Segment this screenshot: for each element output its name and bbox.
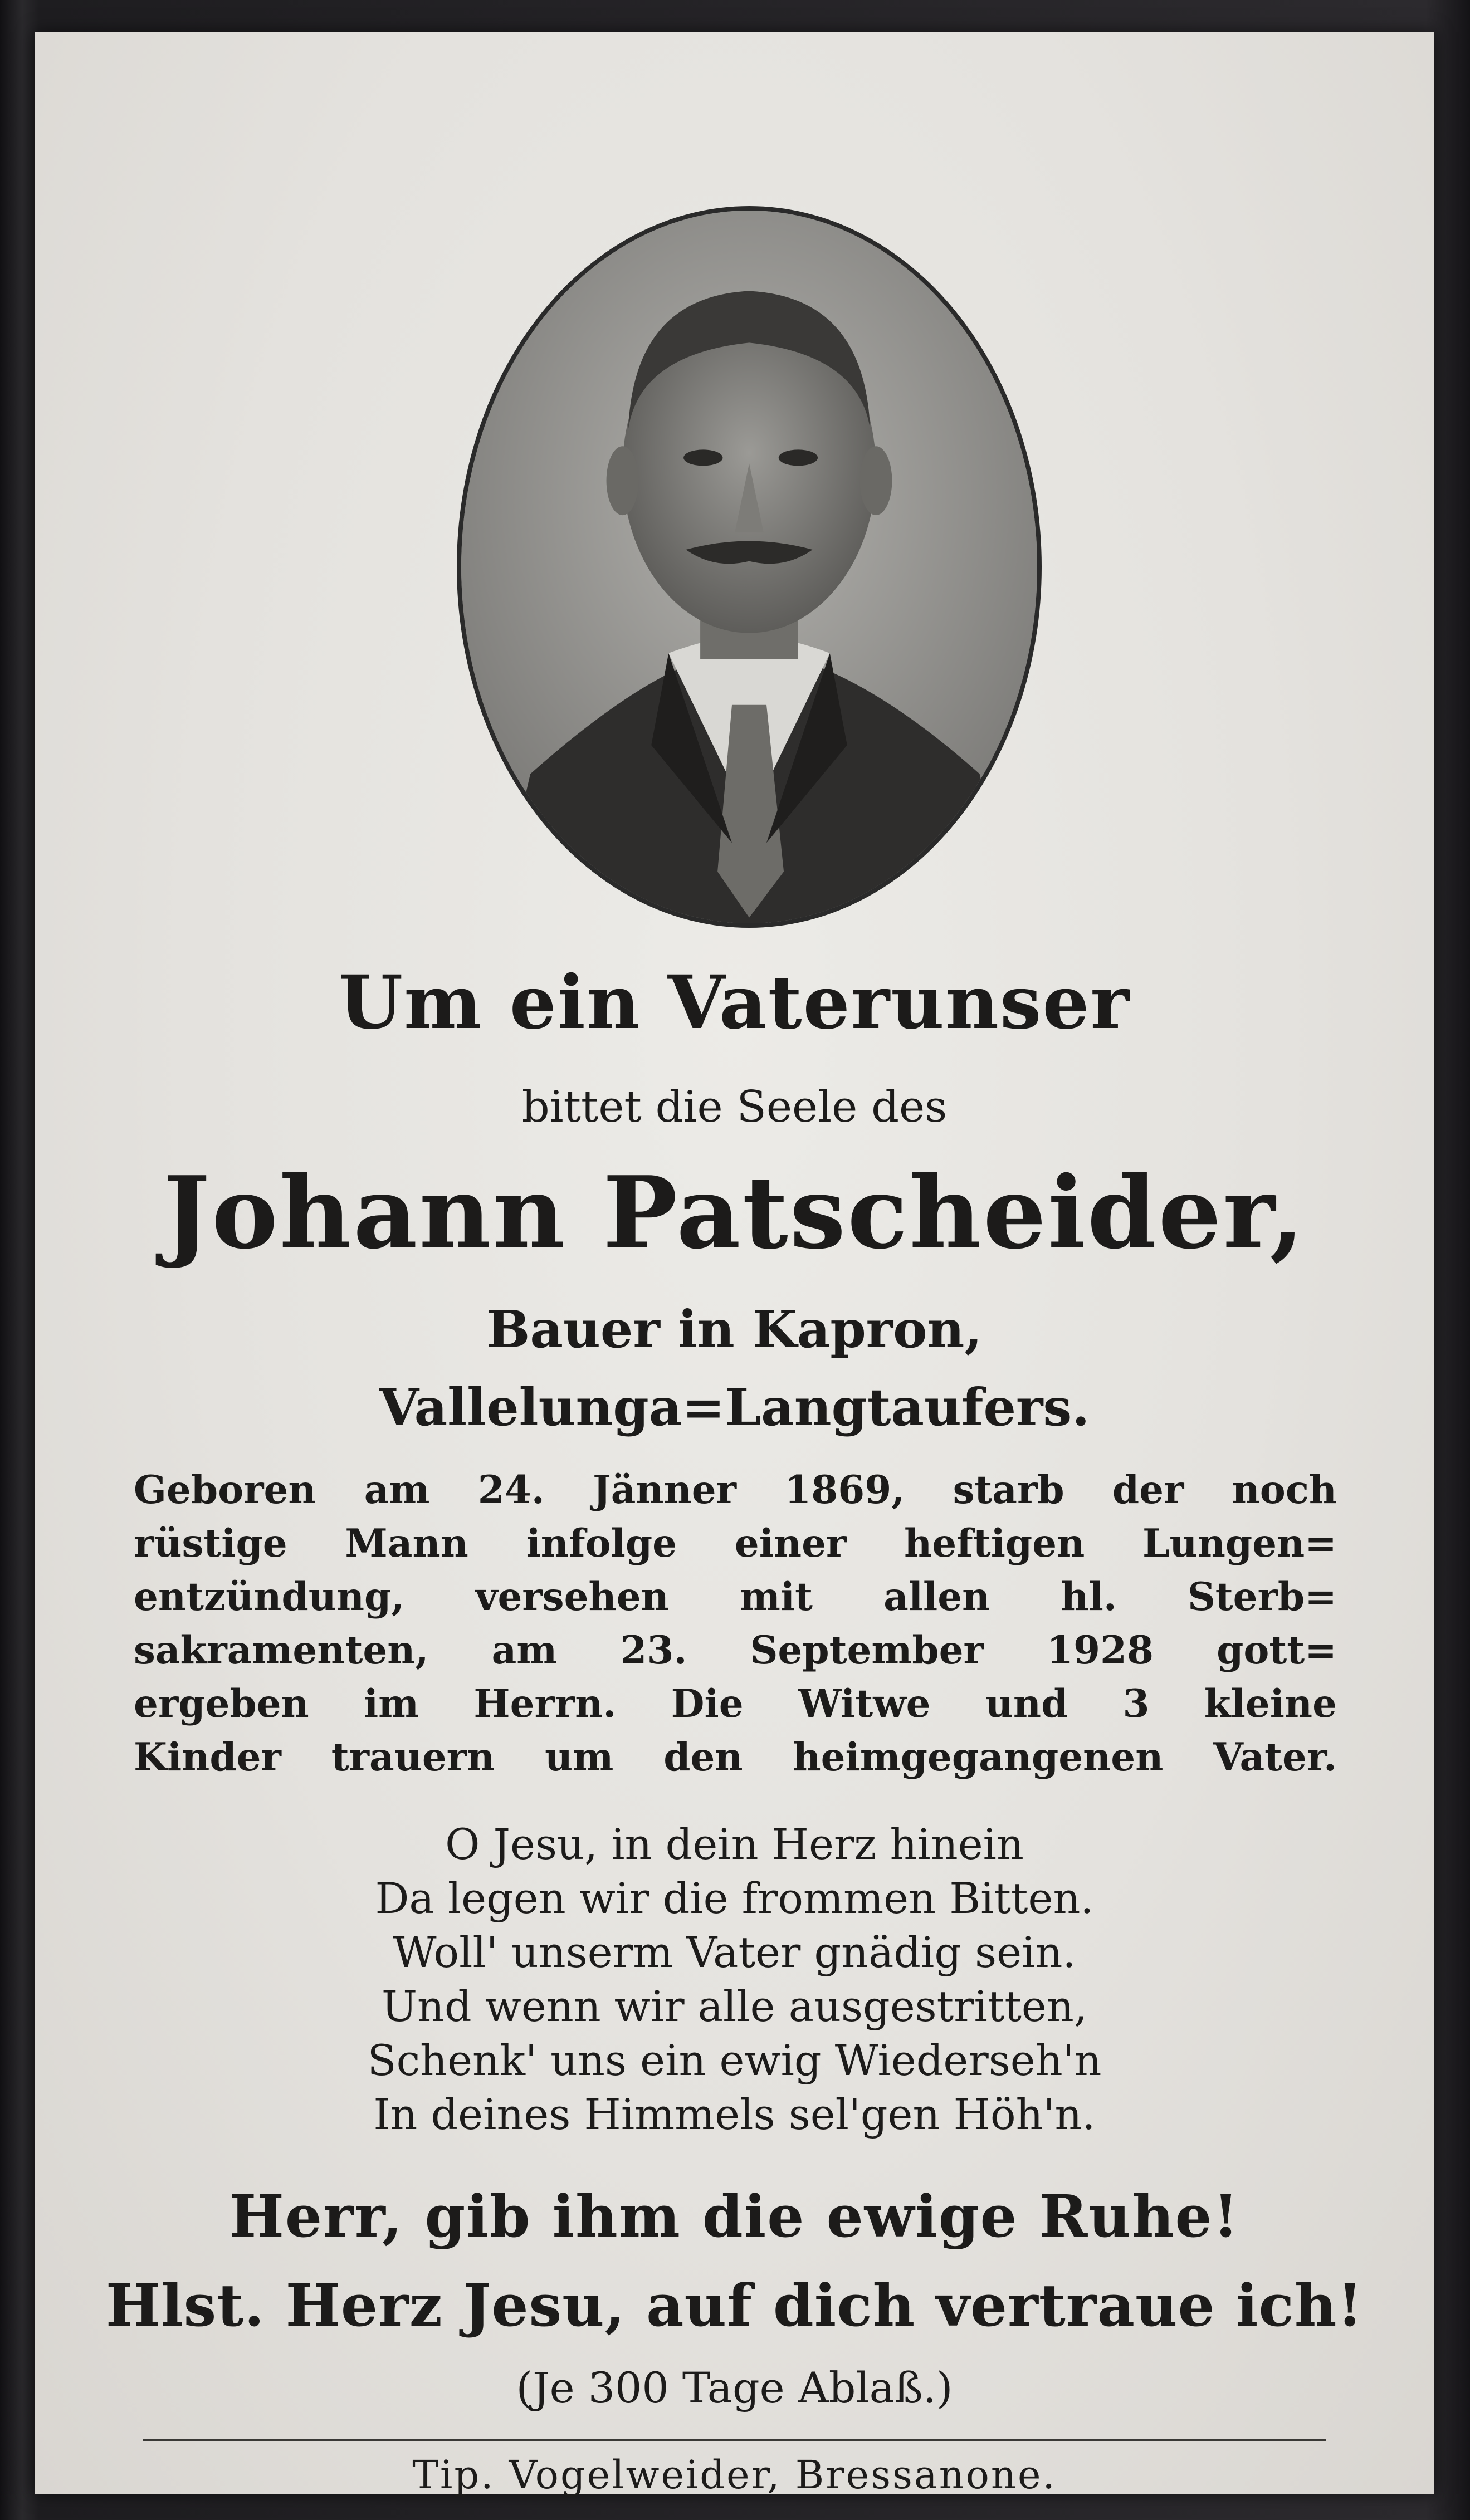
occupation-line-2: Vallelunga=Langtaufers. [379, 1377, 1090, 1437]
poem-line: Und wenn wir alle ausgestritten, [381, 1981, 1088, 2031]
printer-credit: Tip. Vogelweider, Bressanone. [412, 2452, 1057, 2498]
biography-line: Kinder trauern um den heimgegangenen Vater. [134, 1735, 1337, 1780]
closing-prayer-1: Herr, gib ihm die ewige Ruhe! [229, 2182, 1240, 2250]
poem-line: Woll' unserm Vater gnädig sein. [393, 1927, 1076, 1977]
biography-line: sakramenten, am 23. September 1928 gott= [134, 1628, 1337, 1673]
biography-line: rüstige Mann infolge einer heftigen Lungen= [134, 1521, 1337, 1566]
portrait-illustration [461, 211, 1037, 923]
biography-line: ergeben im Herrn. Die Witwe und 3 kleine [134, 1681, 1337, 1726]
biography-line: entzündung, versehen mit allen hl. Sterb= [134, 1574, 1337, 1619]
occupation-line-1: Bauer in Kapron, [486, 1299, 983, 1359]
deceased-name: Johann Patscheider, [163, 1154, 1306, 1271]
memorial-card [35, 32, 1434, 2498]
biography-line: Geboren am 24. Jänner 1869, starb der noch [134, 1467, 1337, 1513]
closing-prayer-2: Hlst. Herz Jesu, auf dich vertraue ich! [105, 2271, 1364, 2340]
portrait-photo [457, 206, 1042, 928]
poem-line: Schenk' uns ein ewig Wiederseh'n [367, 2035, 1102, 2085]
biography-text [134, 1464, 1337, 1784]
indulgence-note: (Je 300 Tage Ablaß.) [516, 2363, 953, 2413]
poem-line: In deines Himmels sel'gen Höh'n. [373, 2090, 1096, 2139]
card-heading: Um ein Vaterunser [339, 960, 1130, 1046]
card-subheading: bittet die Seele des [521, 1082, 948, 1132]
prayer-poem [35, 1817, 1434, 2141]
poem-line: Da legen wir die frommen Bitten. [375, 1873, 1094, 1923]
poem-line: O Jesu, in dein Herz hinein [445, 1819, 1024, 1869]
divider-line [143, 2439, 1326, 2441]
